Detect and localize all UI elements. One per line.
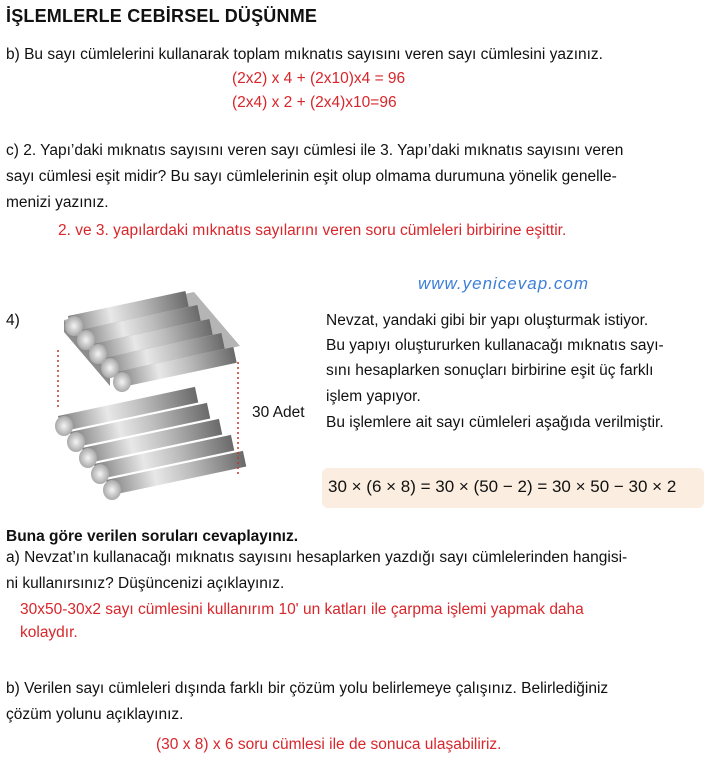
answer-a-line1: 30x50-30x2 sayı cümlesini kullanırım 10' un katları ile çarpma işlemi yapmak daha xyxy=(20,601,584,618)
question-c-line2: sayı cümlesi eşit midir? Bu sayı cümlelerinin eşit olup olmama durumuna yönelik genelle- xyxy=(6,168,617,185)
problem-text-line1: Nevzat, yandaki gibi bir yapı oluşturmak istiyor. xyxy=(326,312,649,329)
count-label: 30 Adet xyxy=(252,404,305,421)
answer-c: 2. ve 3. yapılardaki mıknatıs sayılarını veren soru cümleleri birbirine eşittir. xyxy=(58,222,567,239)
page-title: İŞLEMLERLE CEBİRSEL DÜŞÜNME xyxy=(6,6,318,26)
equation: 30 × (6 × 8) = 30 × (50 − 2) = 30 × 50 − 30 × 2 xyxy=(328,477,677,496)
question-a-line2: ni kullanırsınız? Düşüncenizi açıklayınız. xyxy=(6,575,285,592)
problem-text-line5: Bu işlemlere ait sayı cümleleri aşağıda verilmiştir. xyxy=(326,414,664,431)
instructions-heading: Buna göre verilen soruları cevaplayınız. xyxy=(6,528,299,545)
answer-b-line1: (2x2) x 4 + (2x10)x4 = 96 xyxy=(232,70,406,87)
question-c-line1: c) 2. Yapı’daki mıknatıs sayısını veren sayı cümlesi ile 3. Yapı’daki mıknatıs sayısını veren xyxy=(6,142,624,159)
problem-text-line2: Bu yapıyı oluştururken kullanacağı mıknatıs sayı- xyxy=(326,337,664,354)
upper-magnet-block xyxy=(64,291,240,392)
question-a-line1: a) Nevzat’ın kullanacağı mıknatıs sayısını hesaplarken yazdığı sayı cümlelerinden hangisi- xyxy=(6,549,628,566)
question-b2-line2: çözüm yolunu açıklayınız. xyxy=(6,706,184,723)
question-b2-line1: b) Verilen sayı cümleleri dışında farklı bir çözüm yolu belirlemeye çalışınız. Belirlediğiniz xyxy=(6,680,609,697)
answer-a-line2: kolaydır. xyxy=(20,624,78,641)
lower-magnet-block xyxy=(55,387,246,500)
problem-number: 4) xyxy=(6,312,20,329)
question-c-line3: menizi yazınız. xyxy=(6,194,109,211)
question-b: b) Bu sayı cümlelerini kullanarak toplam mıknatıs sayısını veren sayı cümlesini yazınız. xyxy=(6,46,603,63)
answer-b-line2: (2x4) x 2 + (2x4)x10=96 xyxy=(232,94,397,111)
problem-text-line4: işlem yapıyor. xyxy=(326,388,421,405)
answer-b2: (30 x 8) x 6 soru cümlesi ile de sonuca ulaşabiliriz. xyxy=(156,736,502,753)
magnet-stack-illustration xyxy=(44,286,254,502)
problem-text-line3: sını hesaplarken sonuçları birbirine eşit üç farklı xyxy=(326,362,654,379)
watermark-url: www.yenicevap.com xyxy=(418,274,590,293)
